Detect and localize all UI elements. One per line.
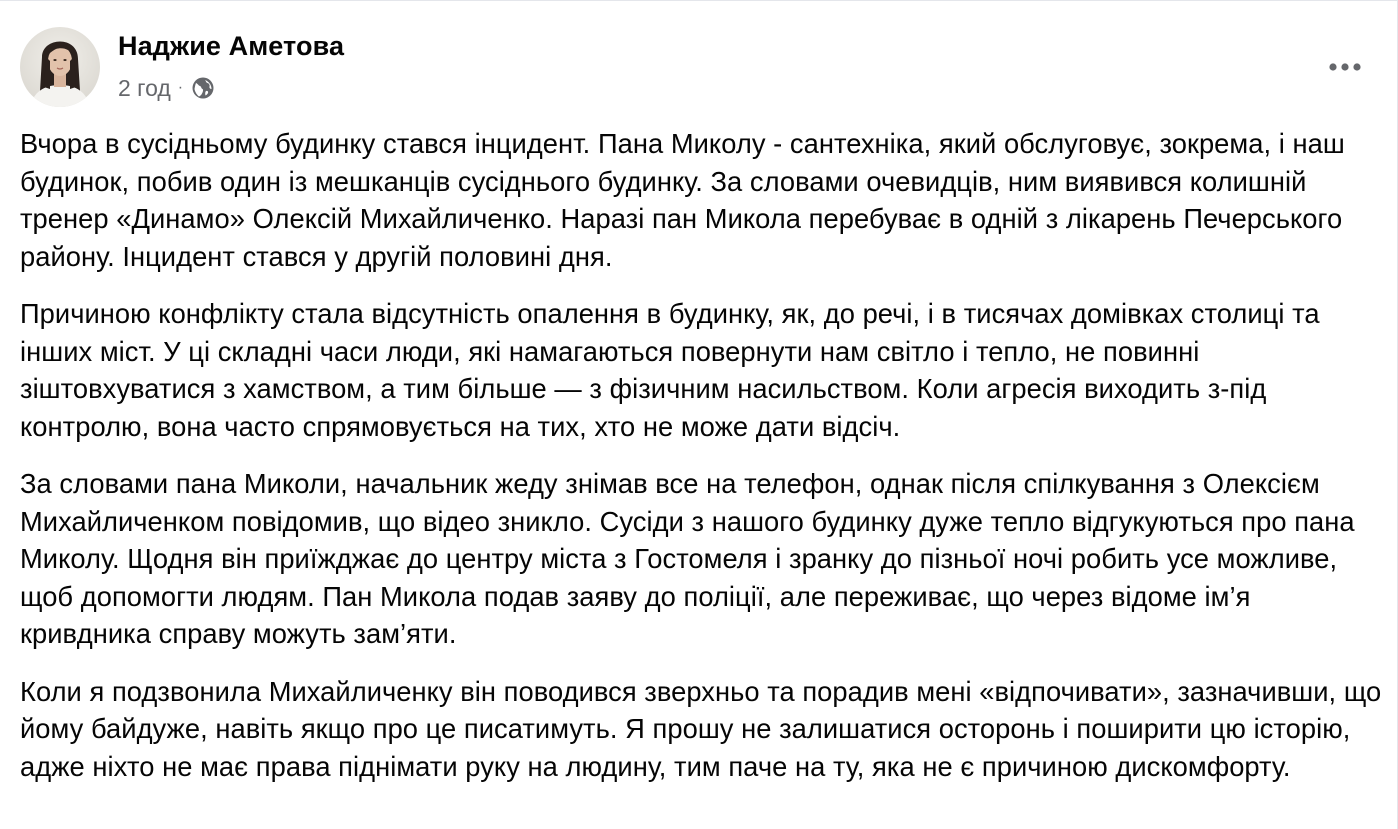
post-paragraph: Коли я подзвонила Михайличенку він поводився зверхньо та порадив мені «відпочивати», зазначивши, що йому байдуже, навіть якщо про це писатимуть. Я прошу не залишатися осторонь і поширити цю історію, адже ніхто не має права піднімати руку на людину, тим паче на ту, яка не є причиною дискомфорту. — [20, 675, 1382, 782]
post-paragraph: За словами пана Миколи, начальник жеду знімав все на телефон, однак після спілкування з Олексієм Михайличенком повідомив, що відео зникло. Сусіди з нашого будинку дуже тепло відгукуються про пана Миколу. Щодня він приїжджає до центру міста з Гостомеля і зранку до пізньої ночі робить усе можливе, щоб допомогти людям. Пан Микола подав заяву до поліції, але переживає, що через відоме ім’я кривдника справу можуть зам’яти. — [20, 468, 1355, 649]
post-header — [20, 27, 1380, 107]
meta-separator: · — [177, 79, 184, 96]
globe-icon[interactable] — [191, 76, 215, 100]
post-paragraph: Причиною конфлікту стала відсутність опалення в будинку, як, до речі, і в тисячах домівках столиці та інших міст. У ці складні часи люди, які намагаються повернути нам світло і тепло, не повинні зіштовхуватися з хамством, а тим більше — з фізичним насильством. Коли агресія виходить з-під контролю, вона часто спрямовується на тих, хто не може дати відсіч. — [20, 298, 1320, 442]
more-options-button[interactable] — [1318, 47, 1372, 87]
avatar-photo — [20, 27, 100, 107]
post-time[interactable]: 2 год — [118, 74, 171, 101]
post-text — [20, 125, 1382, 805]
avatar[interactable] — [20, 27, 100, 107]
post-meta — [118, 73, 215, 103]
more-options-icon — [1327, 62, 1363, 72]
author-name[interactable]: Наджие Аметова — [118, 31, 345, 61]
post-paragraph: Вчора в сусідньому будинку стався інцидент. Пана Миколу - сантехніка, який обслуговує, зокрема, і наш будинок, побив один із мешканців сусіднього будинку. За словами очевидців, ним виявився колишній тренер «Динамо» Олексій Михайличенко. Наразі пан Микола перебуває в одній з лікарень Печерського району. Інцидент стався у другій половині дня. — [20, 128, 1345, 272]
